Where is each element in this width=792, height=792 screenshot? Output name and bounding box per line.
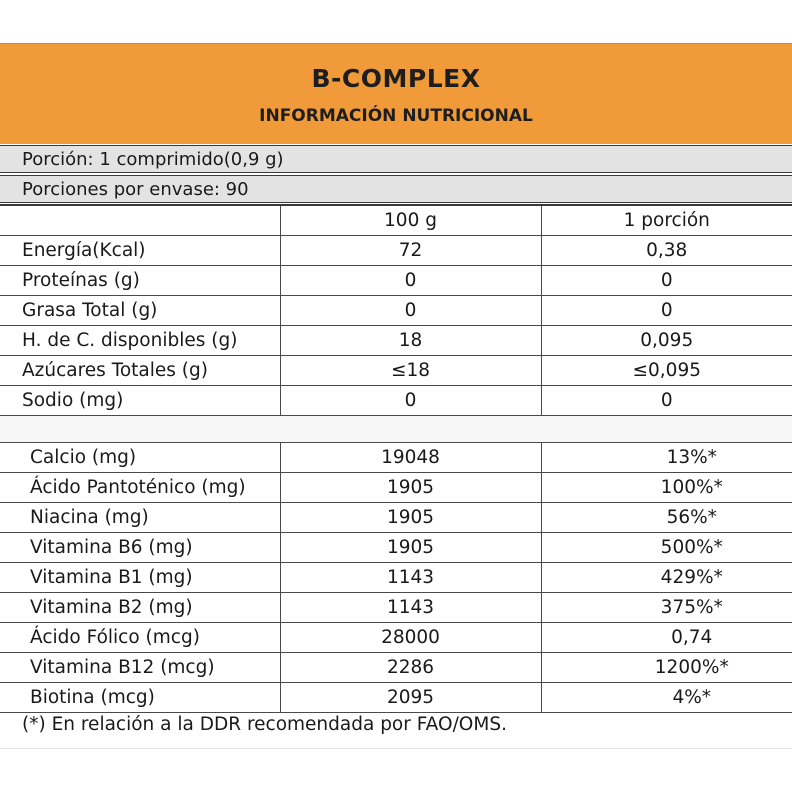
nutrient-name: Energía(Kcal) [0,236,280,266]
table-row [0,356,792,386]
label-header [0,43,792,144]
nutrient-name: Proteínas (g) [0,266,280,296]
value-per-100g: 0 [280,266,541,296]
nutrition-table [0,204,792,713]
table-row [0,236,792,266]
table-row [0,443,792,473]
nutrient-name: Vitamina B2 (mg) [0,593,280,623]
table-row [0,326,792,356]
table-row [0,503,792,533]
nutrient-name: Azúcares Totales (g) [0,356,280,386]
divider [0,748,792,749]
value-per-100g: 1905 [280,473,541,503]
value-per-portion: 100%* [541,473,792,503]
column-header-per-portion: 1 porción [541,205,792,236]
column-header-per-100g: 100 g [280,205,541,236]
nutrient-name: Grasa Total (g) [0,296,280,326]
nutrient-name: Vitamina B6 (mg) [0,533,280,563]
column-header-row [0,205,792,236]
value-per-100g: 2286 [280,653,541,683]
value-per-100g: ≤18 [280,356,541,386]
serving-size-row: Porción: 1 comprimido(0,9 g) [0,145,792,173]
nutrient-name: Ácido Pantoténico (mg) [0,473,280,503]
value-per-portion: 4%* [541,683,792,713]
footnote: (*) En relación a la DDR recomendada por FAO/OMS. [22,714,507,735]
value-per-100g: 2095 [280,683,541,713]
table-row [0,683,792,713]
nutrient-name: Vitamina B12 (mcg) [0,653,280,683]
spacer-cell [0,416,280,443]
section-spacer [0,416,792,443]
table-row [0,593,792,623]
value-per-portion: 375%* [541,593,792,623]
value-per-portion: 0 [541,266,792,296]
value-per-portion: ≤0,095 [541,356,792,386]
value-per-100g: 1905 [280,533,541,563]
table-row [0,473,792,503]
spacer-cell [280,416,541,443]
value-per-portion: 0,095 [541,326,792,356]
table-row [0,266,792,296]
value-per-100g: 1905 [280,503,541,533]
value-per-100g: 72 [280,236,541,266]
table-row [0,296,792,326]
spacer-cell [541,416,792,443]
value-per-portion: 0 [541,386,792,416]
table-row [0,623,792,653]
value-per-100g: 1143 [280,593,541,623]
value-per-portion: 500%* [541,533,792,563]
value-per-portion: 1200%* [541,653,792,683]
column-header-nutrient [0,205,280,236]
value-per-portion: 0,74 [541,623,792,653]
product-title: B-COMPLEX [311,64,481,93]
nutrition-info-subtitle: INFORMACIÓN NUTRICIONAL [259,106,533,126]
nutrient-name: Sodio (mg) [0,386,280,416]
servings-per-container-row: Porciones por envase: 90 [0,175,792,203]
nutrient-name: Niacina (mg) [0,503,280,533]
value-per-portion: 13%* [541,443,792,473]
nutrient-name: H. de C. disponibles (g) [0,326,280,356]
table-row [0,653,792,683]
nutrient-name: Vitamina B1 (mg) [0,563,280,593]
value-per-100g: 1143 [280,563,541,593]
value-per-100g: 28000 [280,623,541,653]
value-per-100g: 0 [280,386,541,416]
nutrient-name: Biotina (mcg) [0,683,280,713]
value-per-portion: 0,38 [541,236,792,266]
table-row [0,533,792,563]
value-per-portion: 0 [541,296,792,326]
table-row [0,386,792,416]
nutrient-name: Ácido Fólico (mcg) [0,623,280,653]
value-per-portion: 56%* [541,503,792,533]
table-row [0,563,792,593]
value-per-100g: 18 [280,326,541,356]
nutrient-name: Calcio (mg) [0,443,280,473]
value-per-portion: 429%* [541,563,792,593]
value-per-100g: 19048 [280,443,541,473]
value-per-100g: 0 [280,296,541,326]
